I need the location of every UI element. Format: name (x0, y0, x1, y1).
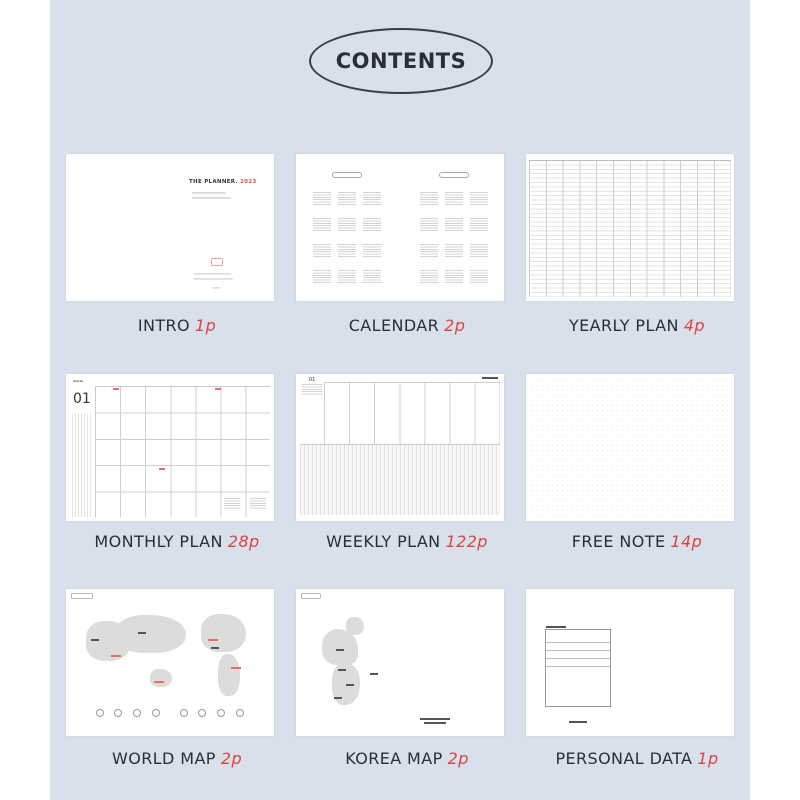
monthly-side-label: ▬▬▬ (73, 379, 83, 383)
calendar-month (420, 244, 438, 258)
calendar-year-tag-2 (439, 172, 469, 178)
calendar-month (470, 270, 488, 284)
map-label (338, 669, 346, 671)
calendar-year-tag (332, 172, 362, 178)
intro-footer-line: ━━━━━━━━━━━━━━━━━━━━━━ (194, 272, 232, 276)
monthly-plan-preview-card[interactable] (66, 374, 274, 521)
world-map-preview-card[interactable] (66, 589, 274, 736)
section-label-monthly-plan: MONTHLY PLAN 28p (94, 532, 260, 551)
weekly-month-number: 01 (309, 377, 316, 383)
page-title: CONTENTS (335, 49, 467, 73)
form-row (546, 666, 610, 667)
calendar-month (338, 244, 356, 258)
personal-data-form (545, 629, 611, 707)
map-caption (424, 722, 446, 724)
calendar-month (313, 192, 331, 206)
form-tab-label (546, 626, 566, 628)
form-row (546, 642, 610, 643)
map-label (208, 639, 218, 641)
land-north-korea-upper (346, 617, 364, 635)
intro-logo-icon (211, 258, 223, 266)
holiday-mark (159, 468, 165, 470)
intro-preview-subtitle-2: ━━━━━━━━━━━━━━━━━━━━━━━ (192, 196, 231, 200)
mini-calendar (250, 498, 266, 510)
korea-map-tag (301, 593, 321, 599)
clock-icon (133, 709, 141, 717)
clock-icon (180, 709, 188, 717)
map-label (334, 697, 342, 699)
holiday-mark (113, 388, 119, 390)
monthly-grid (95, 386, 270, 517)
map-caption (420, 718, 450, 720)
weekly-day-columns (324, 382, 500, 444)
monthly-side-notes (72, 414, 92, 517)
section-label-weekly-plan: WEEKLY PLAN 122p (326, 532, 488, 551)
land-asia (116, 615, 186, 653)
section-label-korea-map: KOREA MAP 2p (345, 749, 469, 768)
weekly-notes-area (300, 444, 500, 515)
clock-icon (152, 709, 160, 717)
map-label (370, 673, 378, 675)
contents-title-badge (309, 28, 493, 94)
calendar-month (470, 244, 488, 258)
map-label (211, 647, 219, 649)
calendar-month (445, 270, 463, 284)
holiday-mark (215, 388, 221, 390)
intro-preview-card[interactable] (66, 154, 274, 301)
section-label-world-map: WORLD MAP 2p (112, 749, 242, 768)
map-label (231, 667, 241, 669)
section-label-yearly-plan: YEARLY PLAN 4p (569, 316, 705, 335)
land-australia (150, 669, 172, 687)
calendar-month (313, 244, 331, 258)
section-label-calendar: CALENDAR 2p (348, 316, 466, 335)
map-label (138, 632, 146, 634)
calendar-month (363, 270, 381, 284)
free-note-dot-grid (530, 378, 730, 517)
calendar-month (445, 218, 463, 232)
map-label (111, 655, 121, 657)
yearly-plan-preview-card[interactable] (526, 154, 734, 301)
calendar-month (313, 270, 331, 284)
intro-footer-line-3: ━━━━━ (212, 286, 221, 290)
calendar-preview-card[interactable] (296, 154, 504, 301)
section-label-personal-data: PERSONAL DATA 1p (555, 749, 719, 768)
form-row (546, 650, 610, 651)
form-row (546, 658, 610, 659)
yearly-header-rule (529, 160, 731, 161)
world-map-tag (71, 593, 93, 599)
intro-footer-line-2: ━━━━━━━━━━━━━━━━━━━━━━━ (194, 277, 233, 281)
calendar-month (338, 218, 356, 232)
calendar-month (338, 192, 356, 206)
yearly-grid (529, 160, 731, 297)
signature-caption (569, 721, 587, 723)
calendar-month (420, 270, 438, 284)
personal-data-preview-card[interactable] (526, 589, 734, 736)
clock-icon (198, 709, 206, 717)
calendar-month (470, 192, 488, 206)
section-label-intro: INTRO 1p (137, 316, 217, 335)
section-label-free-note: FREE NOTE 14p (571, 532, 703, 551)
calendar-month (420, 218, 438, 232)
land-north-america (201, 614, 246, 652)
clock-icon (217, 709, 225, 717)
calendar-month (363, 218, 381, 232)
calendar-month (363, 244, 381, 258)
calendar-month (445, 244, 463, 258)
map-label (346, 684, 354, 686)
map-label (91, 639, 99, 641)
intro-preview-title: THE PLANNER. 2023 (189, 179, 257, 185)
weekly-mini-calendar (302, 384, 322, 396)
calendar-month (338, 270, 356, 284)
monthly-month-number: 01 (73, 391, 91, 407)
calendar-month (470, 218, 488, 232)
calendar-month (420, 192, 438, 206)
map-label (154, 681, 164, 683)
mini-calendar (224, 498, 240, 510)
land-south-america (218, 654, 240, 696)
calendar-month (363, 192, 381, 206)
intro-preview-subtitle: ━━━━━━━━━━━━━━━━━━━━ (192, 191, 226, 195)
map-label (336, 649, 344, 651)
weekly-header-tag (482, 377, 498, 379)
calendar-month (313, 218, 331, 232)
korea-map-preview-card[interactable] (296, 589, 504, 736)
clock-icon (236, 709, 244, 717)
clock-icon (114, 709, 122, 717)
weekly-plan-preview-card[interactable] (296, 374, 504, 521)
calendar-month (445, 192, 463, 206)
clock-icon (96, 709, 104, 717)
free-note-preview-card[interactable] (526, 374, 734, 521)
